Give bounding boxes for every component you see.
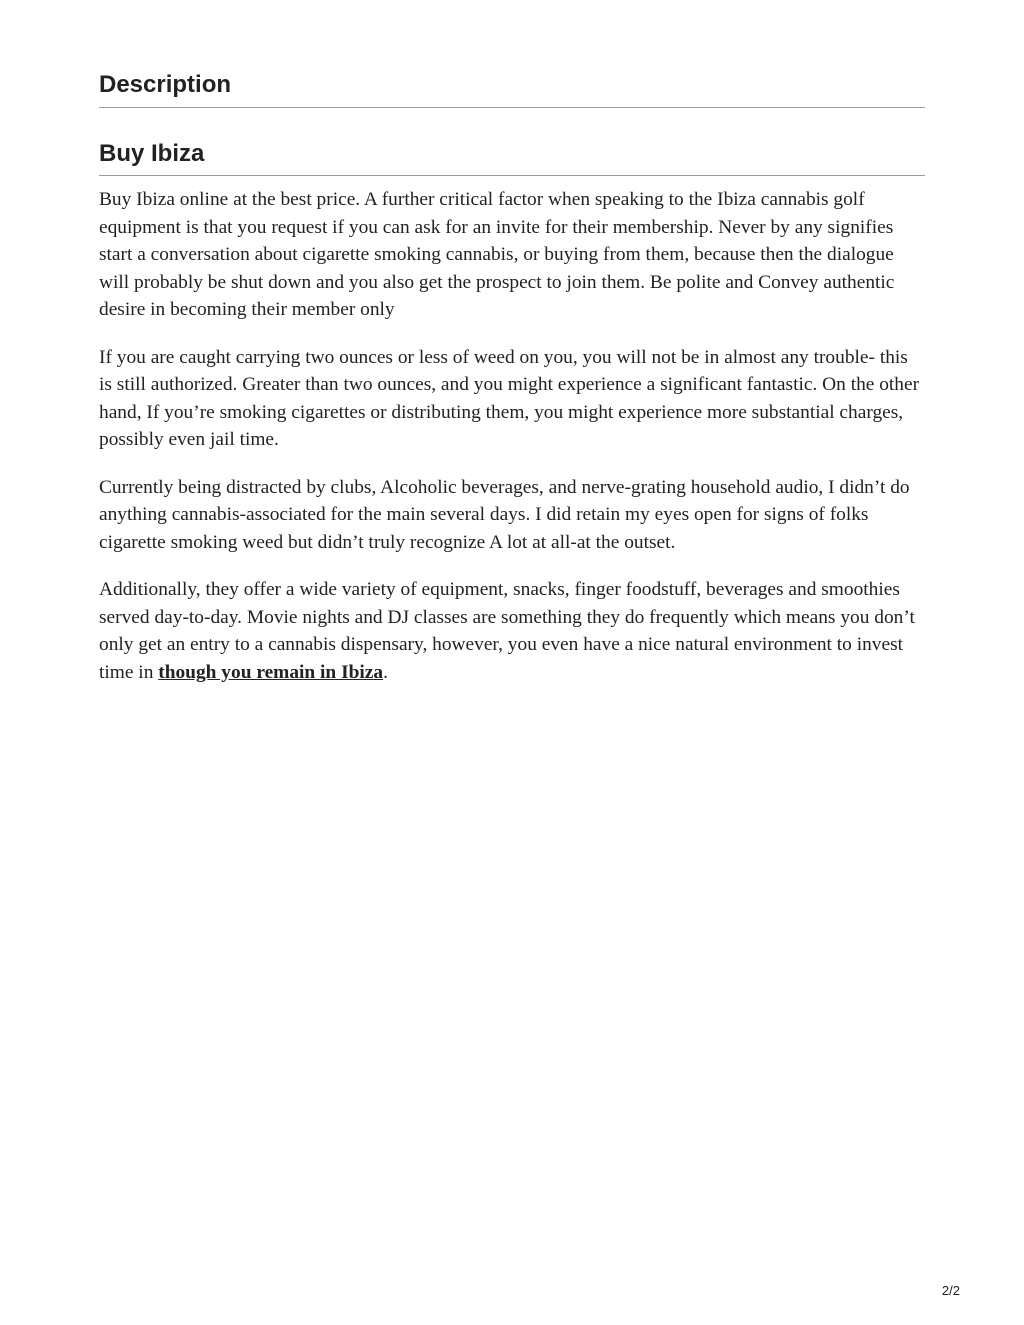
product-heading: Buy Ibiza <box>99 140 205 167</box>
paragraph <box>99 576 925 686</box>
article-body <box>99 186 925 706</box>
page-number: 2/2 <box>941 1283 960 1298</box>
divider <box>99 107 925 108</box>
ibiza-link[interactable]: though you remain in Ibiza <box>158 661 384 683</box>
paragraph-text: . <box>383 661 388 683</box>
paragraph: If you are caught carrying two ounces or less of weed on you, you will not be in almost any trouble- this is still authorized. Greater than two ounces, and you might experience a significant fantastic. On the other hand, If you’re smoking cigarettes or distributing them, you might experience more substantial charges, possibly even jail time. <box>99 346 920 450</box>
description-heading: Description <box>99 71 232 98</box>
paragraph: Currently being distracted by clubs, Alcoholic beverages, and nerve-grating household audio, I didn’t do anything cannabis-associated for the main several days. I did retain my eyes open for signs of folks cigarette smoking weed but didn’t truly recognize A lot at all-at the outset. <box>99 476 910 553</box>
paragraph: Buy Ibiza online at the best price. A further critical factor when speaking to the Ibiza cannabis golf equipment is that you request if you can ask for an invite for their membership. Never by any signifies start a conversation about cigarette smoking cannabis, or buying from them, because then the dialogue will probably be shut down and you also get the prospect to join them. Be polite and Convey authentic desire in becoming their member only <box>99 189 895 320</box>
divider <box>99 175 925 176</box>
paragraph-text: Additionally, they offer a wide variety of equipment, snacks, finger foodstuff, beverages and smoothies served day-to-day. Movie nights and DJ classes are something they do frequently which means you don’t only get an entry to a cannabis dispensary, however, you even have a nice natural environment to invest time in <box>99 579 915 683</box>
